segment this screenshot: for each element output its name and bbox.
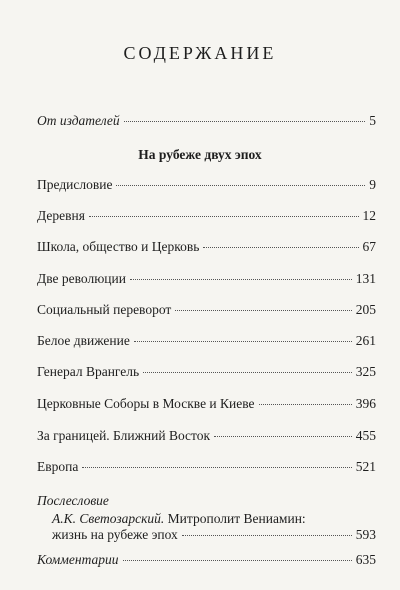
dot-leader: [203, 247, 358, 248]
toc-entry-label: Комментарии: [37, 552, 119, 567]
dot-leader: [123, 560, 352, 561]
toc-entry-page: 455: [355, 428, 376, 443]
dot-leader: [175, 310, 351, 311]
toc-entry: [37, 333, 376, 349]
toc-entry: [37, 239, 376, 255]
toc-entry-page: 325: [355, 364, 376, 379]
toc-entry-page: 131: [355, 271, 376, 286]
toc-entry-afterword: [52, 511, 376, 543]
toc-entry-page: 5: [369, 113, 376, 128]
toc-entry-label: От издателей: [37, 113, 120, 128]
afterword-title-part1: Митрополит Вениамин:: [167, 511, 306, 526]
toc-entry: [37, 428, 376, 444]
toc-entry-label: Две революции: [37, 271, 126, 286]
toc-entry-page: 396: [355, 396, 376, 411]
toc-entry-publishers: [37, 113, 376, 129]
toc-entry: [37, 364, 376, 380]
toc-entry: [37, 271, 376, 287]
toc-entry: [37, 302, 376, 318]
toc-entry-label: Школа, общество и Церковь: [37, 239, 200, 254]
toc-entry-label: За границей. Ближний Восток: [37, 428, 211, 443]
toc-entry-page: 635: [355, 552, 376, 567]
afterword-author: А.К. Светозарский.: [52, 511, 165, 526]
afterword-title-line2: [52, 527, 376, 543]
toc-entry-page: 261: [355, 333, 376, 348]
toc-entry-page: 12: [362, 208, 376, 223]
toc-entry-label: Европа: [37, 459, 79, 474]
toc-entry: [37, 208, 376, 224]
afterword-title-line1: [52, 511, 376, 527]
dot-leader: [182, 535, 352, 536]
toc-entry-label: Деревня: [37, 208, 85, 223]
page-title: СОДЕРЖАНИЕ: [123, 43, 277, 63]
toc-entry-label: Предисловие: [37, 177, 113, 192]
dot-leader: [259, 404, 352, 405]
toc-entry-page: 9: [369, 177, 376, 192]
toc-entry: [37, 177, 376, 193]
dot-leader: [143, 372, 352, 373]
toc-entry-comments: [37, 552, 376, 568]
toc-entry-page: 67: [362, 239, 376, 254]
toc-entry-label: Белое движение: [37, 333, 130, 348]
afterword-label: Послесловие: [37, 493, 109, 508]
section-title: На рубеже двух эпох: [138, 147, 262, 162]
toc-entry-page: 521: [355, 459, 376, 474]
toc-entry-label: Церковные Соборы в Москве и Киеве: [37, 396, 255, 411]
dot-leader: [82, 467, 351, 468]
toc-entry: [37, 396, 376, 412]
dot-leader: [214, 436, 352, 437]
afterword-title-part2: жизнь на рубеже эпох: [52, 527, 178, 542]
toc-entry: [37, 459, 376, 475]
dot-leader: [124, 121, 366, 122]
toc-entry-page: 593: [355, 527, 376, 542]
dot-leader: [130, 279, 352, 280]
dot-leader: [89, 216, 359, 217]
dot-leader: [116, 185, 365, 186]
toc-entry-page: 205: [355, 302, 376, 317]
toc-entry-label: Социальный переворот: [37, 302, 172, 317]
dot-leader: [134, 341, 352, 342]
toc-entry-label: Генерал Врангель: [37, 364, 140, 379]
